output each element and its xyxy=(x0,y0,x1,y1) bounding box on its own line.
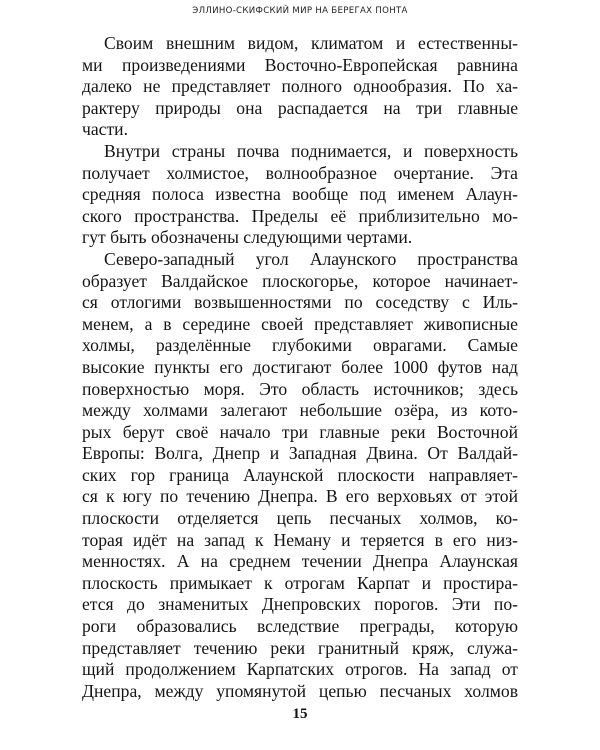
text-line: поверхностью моря. Это область источников; здесь xyxy=(82,378,518,399)
text-line: рактеру природы она распадается на три главные xyxy=(82,97,518,118)
text-line: средняя полоса известна вообще под именем Алаун- xyxy=(82,184,518,205)
page-number: 15 xyxy=(292,706,308,722)
text-line: Своим внешним видом, климатом и естественны- xyxy=(104,33,518,53)
text-line: Днепра, между упомянутой цепью песчаных холмов xyxy=(82,680,518,701)
text-line: плоскость примыкает к отрогам Карпат и простира- xyxy=(82,572,518,593)
text-line: торая идёт на запад к Неману и теряется в его низ- xyxy=(82,529,518,550)
text-line: представляет течению реки гранитный кряж, служа- xyxy=(82,637,518,658)
text-line: щий продолжением Карпатских отрогов. На запад от xyxy=(82,659,518,680)
text-line: ми произведениями Восточно-Европейская равнина xyxy=(82,54,518,75)
text-line: образует Валдайское плоскогорье, которое начинает- xyxy=(82,270,518,291)
text-line: Внутри страны почва поднимается, и поверхность xyxy=(104,140,518,161)
text-line: плоскости отделяется цепь песчаных холмов, ко- xyxy=(82,508,518,529)
text-line: ется до знаменитых Днепровских порогов. Эти по- xyxy=(82,594,518,615)
text-line: рых берут своё начало три главные реки Восточной xyxy=(82,421,518,442)
paragraph-2 xyxy=(82,141,518,249)
text-line: получает холмистое, волнообразное очертание. Эта xyxy=(82,162,518,183)
text-line: роги образовались вследствие преграды, которую xyxy=(82,616,518,637)
body-text xyxy=(82,33,518,702)
text-line: далеко не представляет полного однообразия. По ха- xyxy=(82,76,518,97)
text-line: части. xyxy=(82,119,128,140)
running-head: ЭЛЛИНО-СКИФСКИЙ МИР НА БЕРЕГАХ ПОНТА xyxy=(192,6,408,16)
text-line: между холмами залегают небольшие озёра, из кото- xyxy=(82,400,518,421)
text-line: Европы: Волга, Днепр и Западная Двина. От Валдай- xyxy=(82,443,518,464)
text-line: Северо-западный угол Алаунского пространства xyxy=(104,248,518,269)
text-line: гут быть обозначены следующими чертами. xyxy=(82,227,413,248)
text-line: ских гор граница Алаунской плоскости направляет- xyxy=(82,464,518,485)
paragraph-1 xyxy=(82,33,518,141)
paragraph-3 xyxy=(82,249,518,702)
text-line: менностях. А на среднем течении Днепра Алаунская xyxy=(82,551,518,572)
text-line: ского пространства. Пределы её приблизительно мо- xyxy=(82,205,518,226)
text-line: ся отлогими возвышенностями по соседству с Иль- xyxy=(82,292,518,313)
text-line: холмы, разделённые глубокими оврагами. Самые xyxy=(82,335,518,356)
text-line: ся к югу по течению Днепра. В его верховьях от этой xyxy=(82,486,518,507)
text-line: высокие пункты его достигают более 1000 футов над xyxy=(82,356,518,377)
text-line: менем, а в середине своей представляет живописные xyxy=(82,313,518,334)
